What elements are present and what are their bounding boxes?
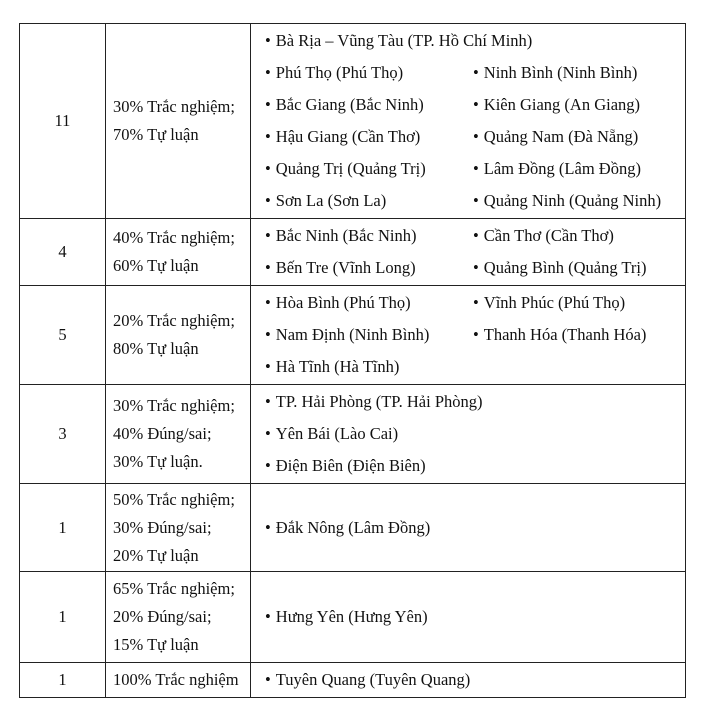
table-row bbox=[20, 663, 686, 698]
exam-count-cell: 11 bbox=[20, 24, 106, 219]
bullet-icon: • bbox=[265, 258, 271, 277]
bullet-icon: • bbox=[265, 159, 271, 178]
format-line: 80% Tự luận bbox=[113, 339, 199, 358]
bullet-icon: • bbox=[265, 607, 271, 626]
bullet-icon: • bbox=[265, 670, 271, 689]
bullet-icon: • bbox=[265, 226, 271, 245]
province-list bbox=[265, 287, 685, 383]
format-line: 70% Tự luận bbox=[113, 125, 199, 144]
province-item bbox=[265, 185, 473, 217]
exam-count-cell: 1 bbox=[20, 663, 106, 698]
province-name: Quảng Trị (Quảng Trị) bbox=[275, 159, 426, 178]
province-item bbox=[265, 450, 693, 482]
table-row bbox=[20, 24, 686, 219]
exam-format-cell bbox=[106, 385, 251, 484]
bullet-icon: • bbox=[473, 95, 479, 114]
format-line: 50% Trắc nghiệm; bbox=[113, 489, 235, 509]
province-item bbox=[265, 89, 473, 121]
format-line: 30% Đúng/sai; bbox=[113, 517, 212, 537]
province-name: Bến Tre (Vĩnh Long) bbox=[275, 258, 416, 277]
province-name: Cần Thơ (Cần Thơ) bbox=[483, 226, 614, 245]
bullet-icon: • bbox=[473, 127, 479, 146]
bullet-icon: • bbox=[265, 127, 271, 146]
province-name: Quảng Bình (Quảng Trị) bbox=[483, 258, 647, 277]
bullet-icon: • bbox=[473, 191, 479, 210]
province-item bbox=[265, 25, 693, 57]
province-name: TP. Hải Phòng (TP. Hải Phòng) bbox=[275, 392, 483, 411]
bullet-icon: • bbox=[265, 456, 271, 475]
format-line: 30% Trắc nghiệm; bbox=[113, 97, 235, 116]
table-row bbox=[20, 484, 686, 572]
province-item bbox=[265, 252, 473, 284]
province-list bbox=[265, 512, 685, 544]
province-list bbox=[265, 601, 685, 633]
exam-format-cell bbox=[106, 663, 251, 698]
province-item bbox=[265, 601, 693, 633]
province-item bbox=[473, 57, 693, 89]
bullet-icon: • bbox=[473, 63, 479, 82]
province-list bbox=[265, 25, 685, 217]
province-name: Vĩnh Phúc (Phú Thọ) bbox=[483, 293, 626, 312]
exam-count-cell: 5 bbox=[20, 286, 106, 385]
province-item bbox=[265, 418, 693, 450]
province-name: Quảng Ninh (Quảng Ninh) bbox=[483, 191, 662, 210]
bullet-icon: • bbox=[265, 424, 271, 443]
province-list bbox=[265, 386, 685, 482]
exam-format-cell bbox=[106, 484, 251, 572]
province-name: Yên Bái (Lào Cai) bbox=[275, 424, 399, 443]
province-item bbox=[265, 319, 473, 351]
bullet-icon: • bbox=[473, 293, 479, 312]
province-name: Hậu Giang (Cần Thơ) bbox=[275, 127, 421, 146]
province-item bbox=[265, 287, 473, 319]
format-line: 15% Tự luận bbox=[113, 635, 199, 654]
exam-count-cell: 3 bbox=[20, 385, 106, 484]
province-list-cell bbox=[251, 484, 686, 572]
province-name: Nam Định (Ninh Bình) bbox=[275, 325, 430, 344]
table-row bbox=[20, 219, 686, 286]
bullet-icon: • bbox=[473, 226, 479, 245]
province-name: Bắc Giang (Bắc Ninh) bbox=[275, 95, 424, 114]
province-name: Đắk Nông (Lâm Đồng) bbox=[275, 517, 431, 537]
province-item bbox=[473, 121, 693, 153]
table-body bbox=[20, 24, 686, 698]
province-name: Quảng Nam (Đà Nẵng) bbox=[483, 127, 639, 146]
province-name: Lâm Đồng (Lâm Đồng) bbox=[483, 159, 641, 178]
format-line: 60% Tự luận bbox=[113, 256, 199, 275]
province-item bbox=[265, 386, 693, 418]
province-item bbox=[473, 153, 693, 185]
table-row bbox=[20, 385, 686, 484]
format-line: 20% Tự luận bbox=[113, 545, 199, 565]
province-item bbox=[473, 319, 693, 351]
province-name: Tuyên Quang (Tuyên Quang) bbox=[275, 670, 471, 689]
province-list-cell bbox=[251, 219, 686, 286]
province-name: Hưng Yên (Hưng Yên) bbox=[275, 607, 428, 626]
province-name: Điện Biên (Điện Biên) bbox=[275, 456, 426, 475]
province-list-cell bbox=[251, 663, 686, 698]
province-name: Hòa Bình (Phú Thọ) bbox=[275, 293, 411, 312]
exam-format-cell bbox=[106, 219, 251, 286]
bullet-icon: • bbox=[265, 191, 271, 210]
province-name: Ninh Bình (Ninh Bình) bbox=[483, 63, 638, 82]
province-list bbox=[265, 220, 685, 284]
province-name: Bắc Ninh (Bắc Ninh) bbox=[275, 226, 417, 245]
table-row bbox=[20, 572, 686, 663]
province-item bbox=[473, 220, 693, 252]
bullet-icon: • bbox=[473, 258, 479, 277]
province-item bbox=[265, 664, 693, 696]
exam-format-cell bbox=[106, 286, 251, 385]
province-item bbox=[265, 57, 473, 89]
province-item bbox=[265, 512, 693, 544]
province-item bbox=[265, 121, 473, 153]
exam-format-table bbox=[19, 23, 686, 698]
table-row bbox=[20, 286, 686, 385]
province-item bbox=[473, 185, 693, 217]
province-item bbox=[473, 89, 693, 121]
exam-count-cell: 1 bbox=[20, 484, 106, 572]
format-line: 30% Trắc nghiệm; bbox=[113, 396, 235, 415]
bullet-icon: • bbox=[265, 63, 271, 82]
bullet-icon: • bbox=[473, 159, 479, 178]
bullet-icon: • bbox=[473, 325, 479, 344]
province-name: Phú Thọ (Phú Thọ) bbox=[275, 63, 404, 82]
exam-format-cell bbox=[106, 24, 251, 219]
province-list bbox=[265, 664, 685, 696]
bullet-icon: • bbox=[265, 325, 271, 344]
province-name: Kiên Giang (An Giang) bbox=[483, 95, 641, 114]
format-line: 40% Đúng/sai; bbox=[113, 424, 212, 443]
format-line: 20% Trắc nghiệm; bbox=[113, 311, 235, 330]
bullet-icon: • bbox=[265, 517, 271, 537]
bullet-icon: • bbox=[265, 392, 271, 411]
province-item bbox=[265, 153, 473, 185]
province-name: Bà Rịa – Vũng Tàu (TP. Hồ Chí Minh) bbox=[275, 31, 533, 50]
province-item bbox=[473, 287, 693, 319]
bullet-icon: • bbox=[265, 357, 271, 376]
exam-count-cell: 4 bbox=[20, 219, 106, 286]
exam-format-cell bbox=[106, 572, 251, 663]
province-item bbox=[473, 252, 693, 284]
province-name: Hà Tĩnh (Hà Tĩnh) bbox=[275, 357, 400, 376]
format-line: 65% Trắc nghiệm; bbox=[113, 579, 235, 598]
province-item bbox=[265, 220, 473, 252]
province-list-cell bbox=[251, 286, 686, 385]
province-name: Thanh Hóa (Thanh Hóa) bbox=[483, 325, 647, 344]
province-item bbox=[265, 351, 693, 383]
bullet-icon: • bbox=[265, 95, 271, 114]
format-line: 40% Trắc nghiệm; bbox=[113, 228, 235, 247]
format-line: 30% Tự luận. bbox=[113, 452, 203, 471]
exam-count-cell: 1 bbox=[20, 572, 106, 663]
province-name: Sơn La (Sơn La) bbox=[275, 191, 387, 210]
province-list-cell bbox=[251, 24, 686, 219]
province-list-cell bbox=[251, 572, 686, 663]
province-list-cell bbox=[251, 385, 686, 484]
format-line: 20% Đúng/sai; bbox=[113, 607, 212, 626]
format-line: 100% Trắc nghiệm bbox=[113, 670, 239, 689]
bullet-icon: • bbox=[265, 293, 271, 312]
bullet-icon: • bbox=[265, 31, 271, 50]
